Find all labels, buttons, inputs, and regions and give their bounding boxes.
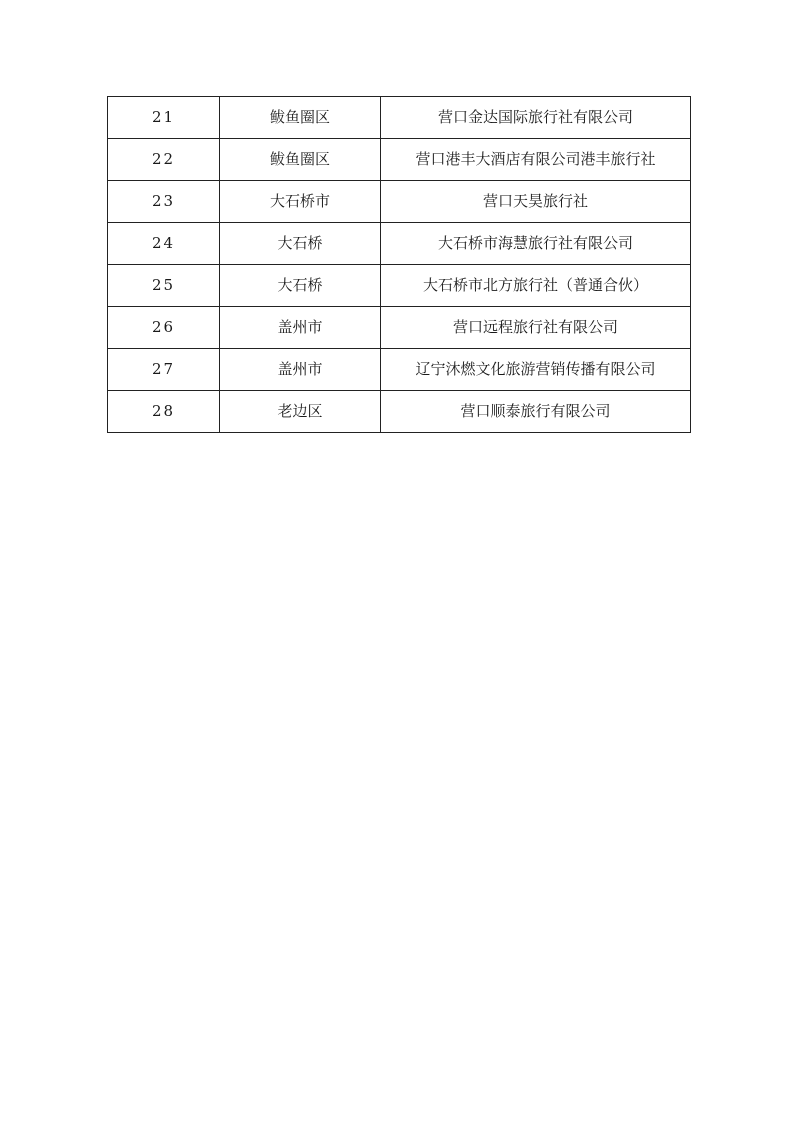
row-region: 鲅鱼圈区: [220, 97, 381, 139]
row-number: 27: [108, 349, 220, 391]
row-region: 老边区: [220, 391, 381, 433]
row-number: 22: [108, 139, 220, 181]
row-number: 23: [108, 181, 220, 223]
row-agency-name: 营口港丰大酒店有限公司港丰旅行社: [381, 139, 691, 181]
travel-agency-table: [107, 96, 691, 433]
row-agency-name: 辽宁沐燃文化旅游营销传播有限公司: [381, 349, 691, 391]
table-row: [108, 391, 691, 433]
table-row: [108, 181, 691, 223]
row-region: 盖州市: [220, 307, 381, 349]
table-row: [108, 307, 691, 349]
row-number: 21: [108, 97, 220, 139]
row-region: 大石桥市: [220, 181, 381, 223]
row-number: 26: [108, 307, 220, 349]
row-region: 大石桥: [220, 223, 381, 265]
row-region: 大石桥: [220, 265, 381, 307]
row-agency-name: 营口顺泰旅行有限公司: [381, 391, 691, 433]
row-agency-name: 营口金达国际旅行社有限公司: [381, 97, 691, 139]
row-number: 25: [108, 265, 220, 307]
table-row: [108, 265, 691, 307]
row-agency-name: 大石桥市海慧旅行社有限公司: [381, 223, 691, 265]
row-agency-name: 营口天昊旅行社: [381, 181, 691, 223]
row-region: 盖州市: [220, 349, 381, 391]
table-row: [108, 139, 691, 181]
row-region: 鲅鱼圈区: [220, 139, 381, 181]
row-number: 28: [108, 391, 220, 433]
row-agency-name: 营口远程旅行社有限公司: [381, 307, 691, 349]
table-row: [108, 349, 691, 391]
table-row: [108, 97, 691, 139]
row-agency-name: 大石桥市北方旅行社（普通合伙）: [381, 265, 691, 307]
row-number: 24: [108, 223, 220, 265]
table-row: [108, 223, 691, 265]
